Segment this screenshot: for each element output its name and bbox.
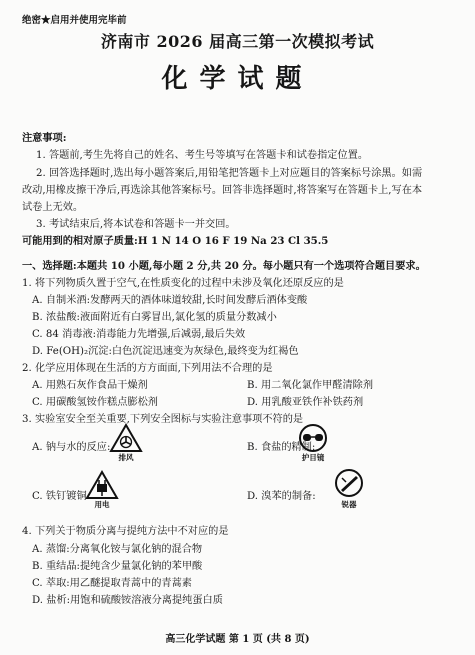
page-footer: 高三化学试题 第 1 页 (共 8 页) xyxy=(165,634,310,645)
subject-title: 化学试题 xyxy=(161,64,314,94)
q2-stem: 2. 化学应用体现在生活的方方面面,下列用法不合理的是 xyxy=(22,363,273,374)
q4-option-d: D. 盐析:用饱和硫酸铵溶液分离提纯蛋白质 xyxy=(32,595,223,606)
exhaust-icon-caption: 排风 xyxy=(118,453,134,462)
q2-option-c: C. 用碳酸氢铵作糕点膨松剂 xyxy=(32,397,158,408)
sharp-object-icon-caption: 锐器 xyxy=(341,500,357,509)
exam-title: 济南市 2026 届高三第一次模拟考试 xyxy=(100,32,375,51)
q1-option-d: D. Fe(OH)₂沉淀:白色沉淀迅速变为灰绿色,最终变为红褐色 xyxy=(32,346,299,357)
exhaust-fan-icon xyxy=(106,423,146,462)
q3-option-c: C. 铁钉镀铜: xyxy=(32,491,91,502)
atomic-mass-line: 可能用到的相对原子质量:H 1 N 14 O 16 F 19 Na 23 Cl 35.5 xyxy=(22,235,329,247)
q2-option-b: B. 用二氧化氯作甲醛清除剂 xyxy=(247,380,374,391)
q1-option-a: A. 自制米酒:发酵两天的酒体味道较甜,长时间发酵后酒体变酸 xyxy=(32,295,308,306)
q4-option-c: C. 萃取:用乙醚提取青蒿中的青蒿素 xyxy=(32,578,192,589)
q4-option-b: B. 重结晶:提纯含少量氯化钠的苯甲酸 xyxy=(32,561,203,572)
notice-item-1: 1. 答题前,考生先将自己的姓名、考生号等填写在答题卡和试卷指定位置。 xyxy=(36,150,369,161)
electricity-plug-icon xyxy=(82,470,122,509)
section-heading: 一、选择题:本题共 10 小题,每小题 2 分,共 20 分。每小题只有一个选项符合题目要求。 xyxy=(22,260,426,272)
q3-stem: 3. 实验室安全至关重要,下列安全图标与实验注意事项不符的是 xyxy=(22,414,304,425)
notice-heading: 注意事项: xyxy=(22,132,67,144)
goggles-icon-caption: 护目镜 xyxy=(301,453,325,462)
confidential-label: 绝密★启用并使用完毕前 xyxy=(22,15,127,26)
q2-option-a: A. 用熟石灰作食品干燥剂 xyxy=(32,380,148,391)
q3-option-d: D. 溴苯的制备: xyxy=(247,491,316,502)
goggles-icon xyxy=(293,423,333,462)
q1-stem: 1. 将下列物质久置于空气,在性质变化的过程中未涉及氧化还原反应的是 xyxy=(22,278,344,289)
q4-stem: 4. 下列关于物质分离与提纯方法中不对应的是 xyxy=(22,526,229,537)
q1-option-c: C. 84 消毒液:消毒能力先增强,后减弱,最后失效 xyxy=(32,329,246,340)
sharp-object-icon xyxy=(329,468,369,509)
q4-option-a: A. 蒸馏:分离氧化铵与氯化钠的混合物 xyxy=(32,544,203,555)
q1-option-b: B. 浓盐酸:液面附近有白雾冒出,氯化氢的质量分数减小 xyxy=(32,312,277,323)
notice-item-3: 3. 考试结束后,将本试卷和答题卡一并交回。 xyxy=(36,219,236,230)
electricity-icon-caption: 用电 xyxy=(94,500,110,509)
notice-item-2-line-2: 改动,用橡皮擦干净后,再选涂其他答案标号。回答非选择题时,将答案写在答题卡上,写在本 xyxy=(22,185,423,196)
q3-option-b: B. 食盐的精制: xyxy=(247,442,316,453)
q3-option-a: A. 钠与水的反应: xyxy=(32,442,111,453)
notice-item-2-line-1: 2. 回答选择题时,选出每小题答案后,用铅笔把答题卡上对应题目的答案标号涂黑。如需 xyxy=(36,168,423,179)
notice-item-2-line-3: 试卷上无效。 xyxy=(22,202,84,213)
q2-option-d: D. 用乳酸亚铁作补铁药剂 xyxy=(247,397,364,408)
